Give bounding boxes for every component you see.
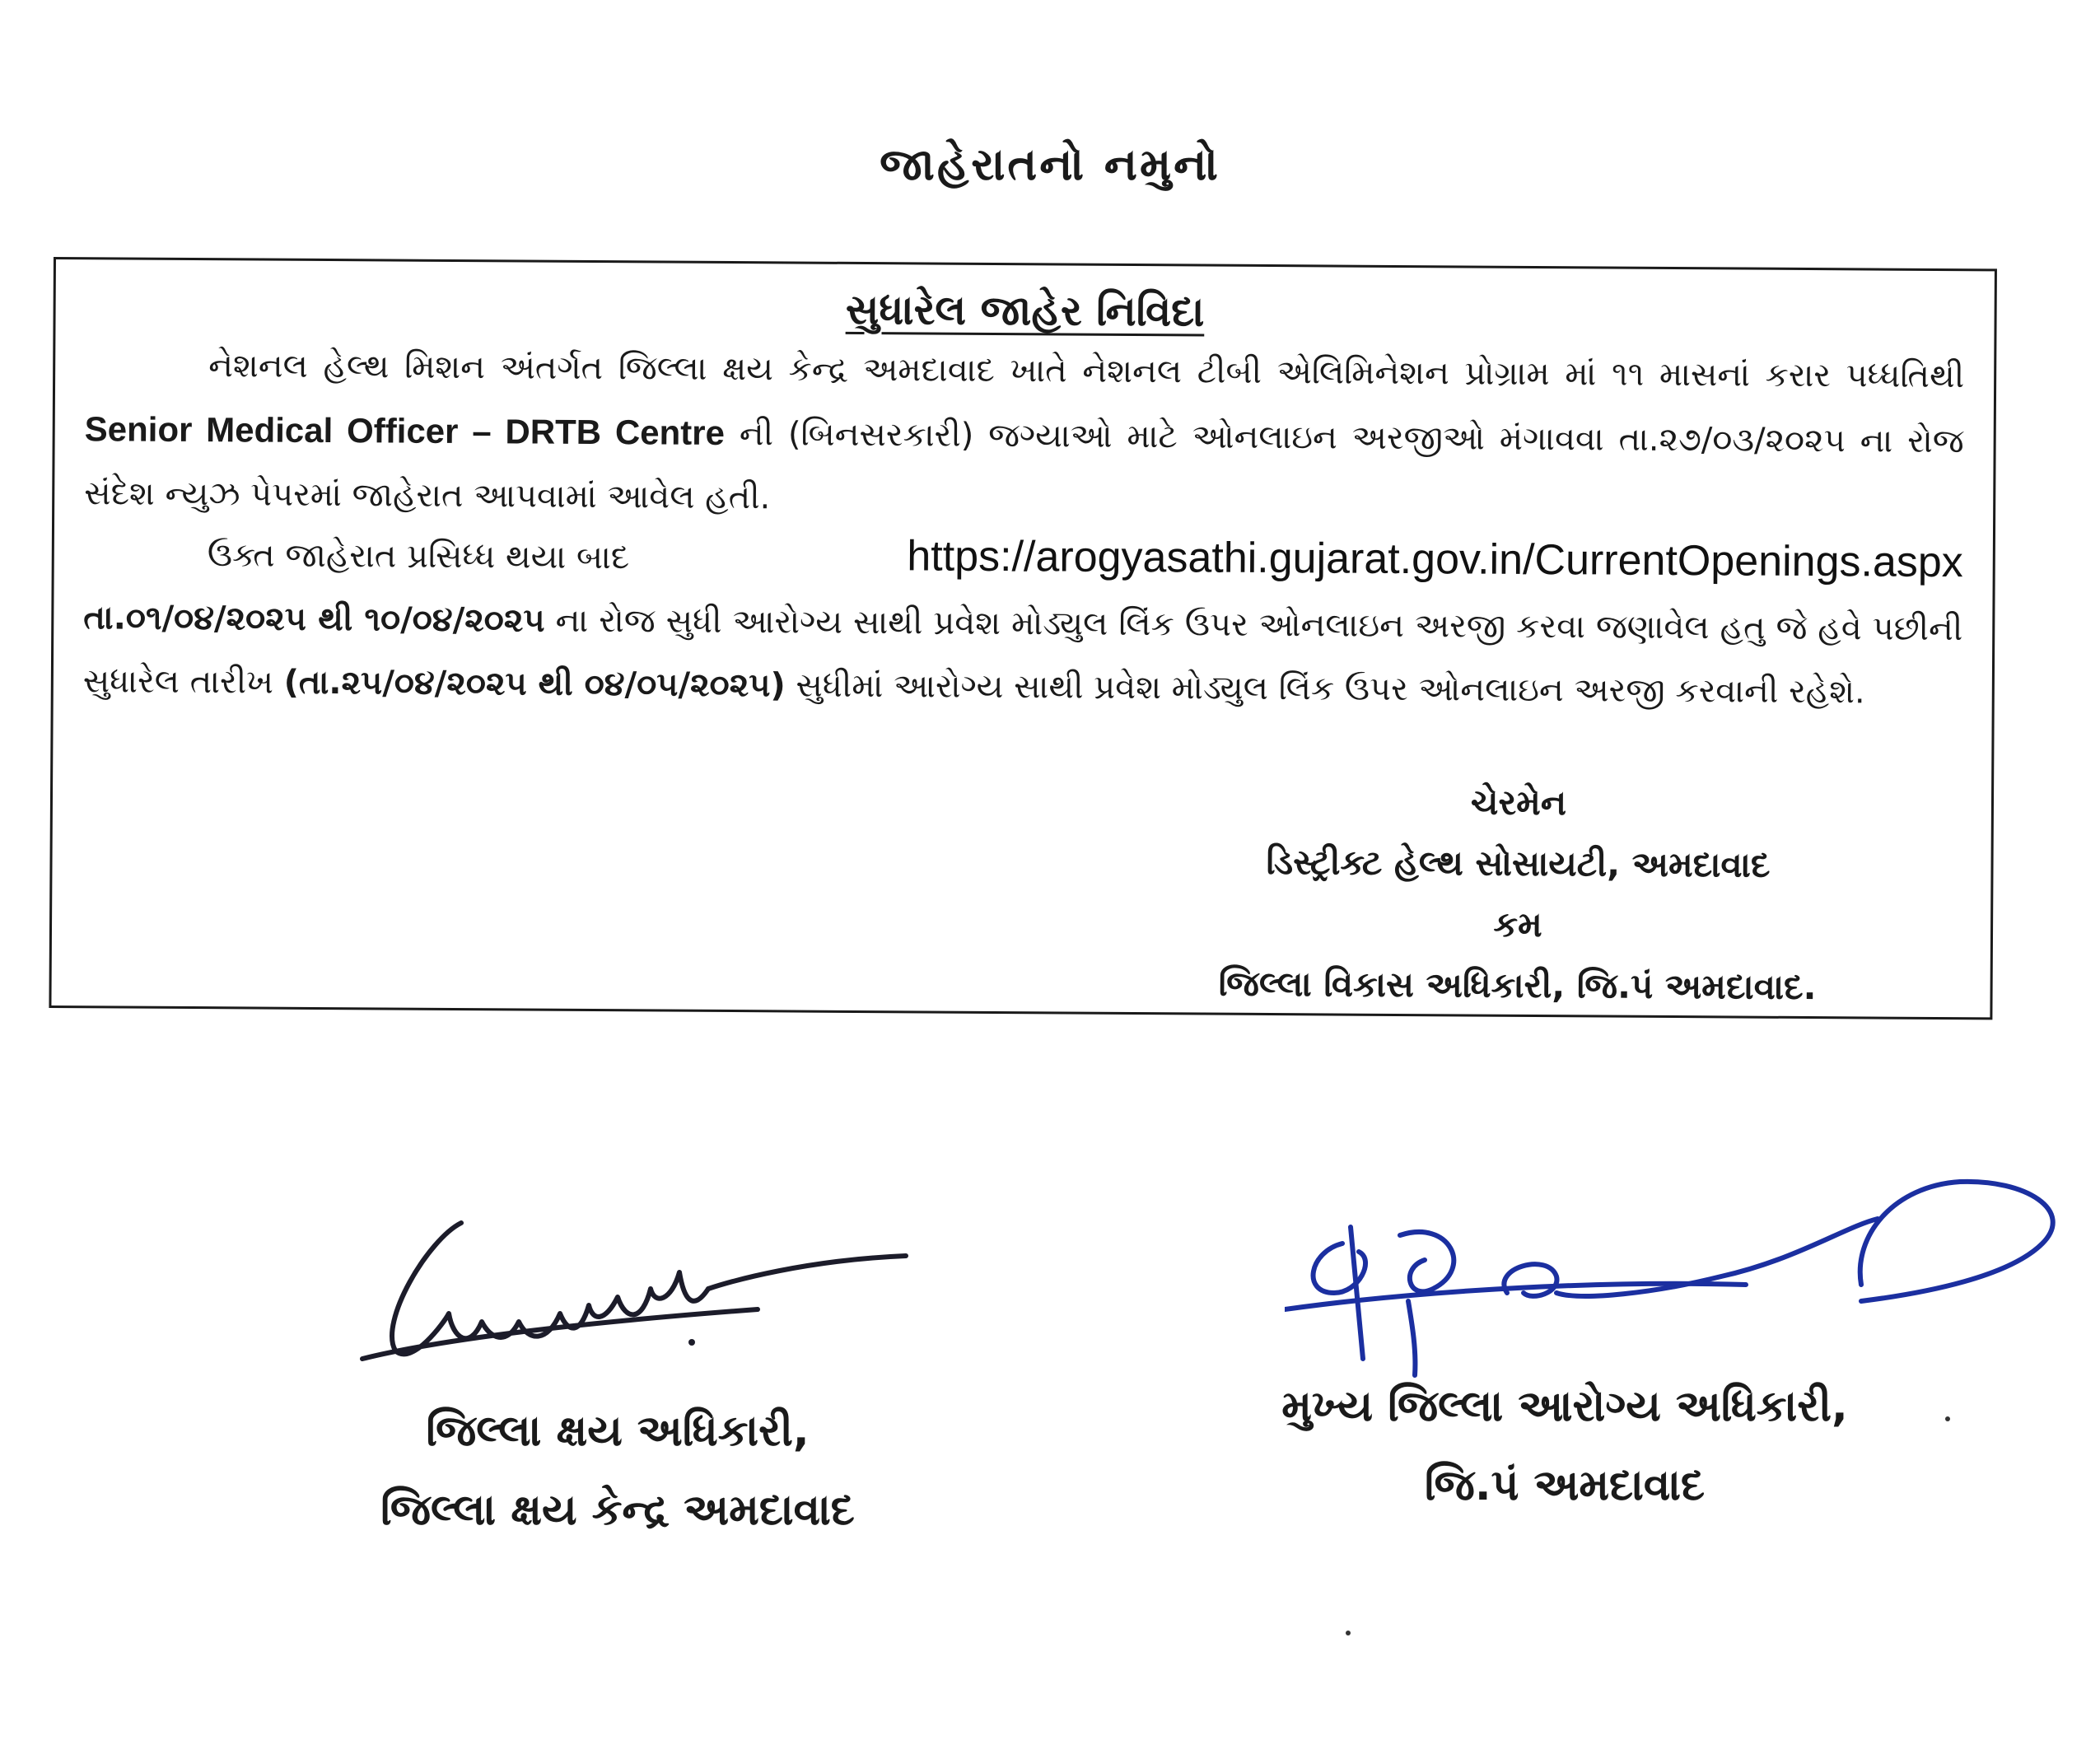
signature-right-image [1285, 1169, 2075, 1383]
signatory-line-4: જિલ્લા વિકાસ અધિકારી, જિ.પં અમદાવાદ. [1218, 963, 1817, 1008]
official-right [1153, 1367, 1976, 1525]
signature-left-image [346, 1198, 939, 1379]
notice-box [49, 257, 1997, 1019]
para2-text-middle: ના રોજ સુધી આરોગ્ય સાથી પ્રવેશ મોડ્યુલ લિંક ઉપર ઓનલાઇન અરજી કરવા જણાવેલ હતુ જે હવે પછીની સુધારેલ તારીખ [82, 601, 1963, 702]
revised-dates: (તા.૨૫/૦૪/૨૦૨૫ થી ૦૪/૦૫/૨૦૨૫) [283, 663, 786, 705]
position-name: Senior Medical Officer – DRTB Centre [84, 409, 726, 452]
para1-text-end: ની (બિનસરકારી) જગ્યાઓ માટે ઓનલાઇન અરજીઓ મંગાવવા તા.૨૭/૦૩/૨૦૨૫ ના રોજ સંદેશ ન્યુઝ પેપરમાં જાહેરાત આપવામાં આવેલ હતી. [84, 415, 1964, 517]
official-left [165, 1392, 1071, 1550]
official-left-line-2: જિલ્લા ક્ષય કેન્દ્ર અમદાવાદ [380, 1486, 855, 1535]
signatory-line-1: ચેરમેન [1470, 782, 1567, 824]
official-left-line-1: જિલ્લા ક્ષય અધિકારી, [426, 1407, 810, 1456]
official-right-line-2: જિ.પં અમદાવાદ [1424, 1461, 1706, 1510]
para2-lead: ઉક્ત જાહેરાત પ્રસિધ્ધ થયા બાદ [207, 536, 630, 577]
old-dates: તા.૦૧/૦૪/૨૦૨૫ થી ૧૦/૦૪/૨૦૨૫ [83, 599, 545, 640]
ink-dot [1346, 1631, 1351, 1635]
signatory-line-2: ડિસ્ટ્રીક્ટ હેલ્થ સોસાયટી, અમદાવાદ [1266, 842, 1771, 885]
ink-dot [1945, 1416, 1950, 1421]
para1-text-start: નેશનલ હેલ્થ મિશન અંતર્ગત જિલ્લા ક્ષય કેન્દ્ર અમદાવાદ ખાતે નેશનલ ટીબી એલિમિનેશન પ્રોગ્રામ માં ૧૧ માસનાં કરાર પધ્ધતિથી [208, 347, 1965, 396]
notice-paragraph-2 [83, 523, 1963, 725]
signatory-block [990, 769, 2046, 1019]
official-right-line-1: મુખ્ય જિલ્લા આરોગ્ય અધિકારી, [1281, 1382, 1848, 1431]
page-heading: જાહેરાતનો નમુનો [880, 138, 1220, 190]
para2-text-end: સુધીમાં આરોગ્ય સાથી પ્રવેશ મોડ્યુલ લિંક ઉપર ઓનલાઇન અરજી કરવાની રહેશે. [796, 666, 1865, 712]
signatory-line-3: કમ [1493, 903, 1542, 945]
notice-title: સુધારેલ જાહેર નિવિદા [845, 285, 1205, 336]
notice-paragraph-1 [84, 334, 1964, 537]
portal-url[interactable]: https://arogyasathi.gujarat.gov.in/CurrentOpenings.aspx [907, 532, 1963, 587]
